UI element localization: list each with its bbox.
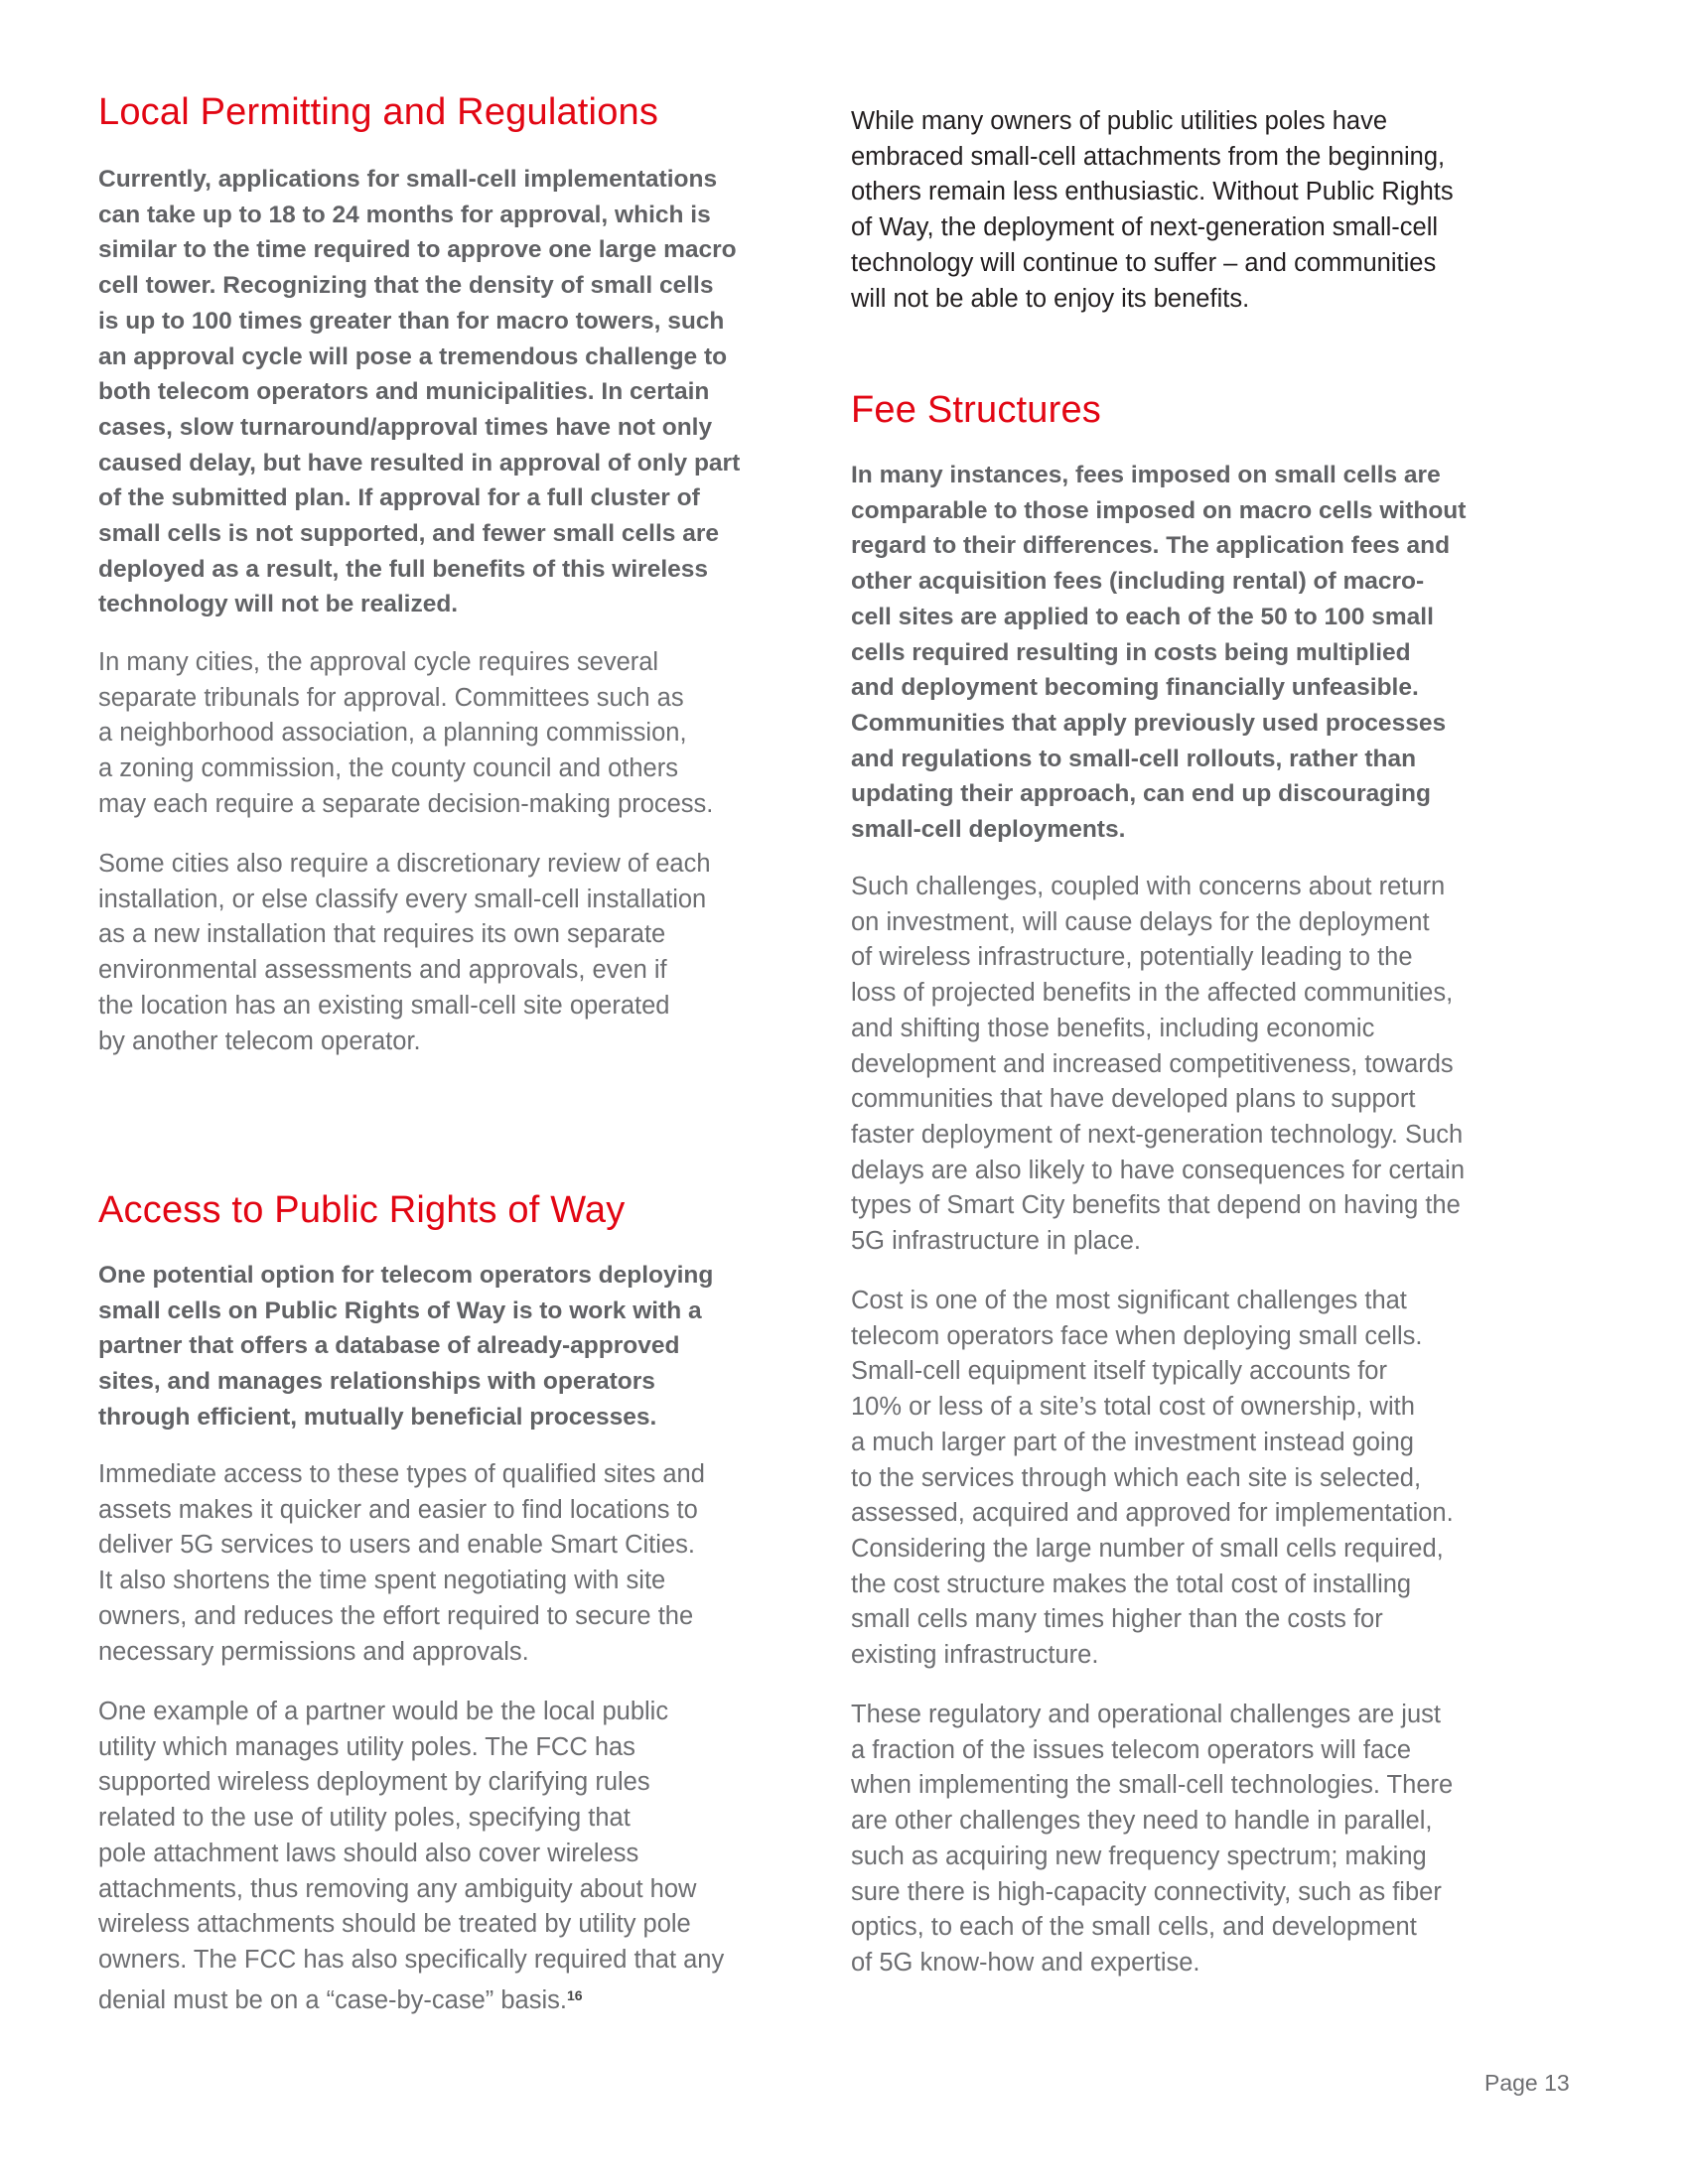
text-line: denial must be on a “case-by-case” basis.$^{16}$ (98, 1985, 583, 2014)
text-line: delays are also likely to have consequences for certain (851, 1156, 1466, 1184)
text-line: and deployment becoming financially unfeasible. (851, 674, 1419, 702)
text-line: similar to the time required to approve one large macro (98, 236, 737, 264)
text-line: existing infrastructure. (851, 1641, 1099, 1670)
heading-fee-structures: Fee Structures (851, 389, 1102, 431)
text-line: cases, slow turnaround/approval times have not only (98, 413, 713, 441)
paragraph (851, 1284, 1454, 1674)
text-line: small cells on Public Rights of Way is to work with a (98, 1297, 702, 1324)
text-line: It also shortens the time spent negotiating with site (98, 1567, 666, 1595)
text-line: when implementing the small-cell technologies. There (851, 1771, 1454, 1800)
text-line: of the submitted plan. If approval for a full cluster of (98, 484, 700, 512)
text-line: caused delay, but have resulted in approval of only part (98, 449, 741, 477)
text-line: through efficient, mutually beneficial processes. (98, 1403, 657, 1431)
text-line: the cost structure makes the total cost of installing (851, 1570, 1412, 1598)
paragraph (98, 847, 711, 1059)
text-line: In many instances, fees imposed on small cells are (851, 462, 1441, 488)
text-line: telecom operators face when deploying small cells. (851, 1321, 1423, 1350)
text-line: embraced small-cell attachments from the beginning, (851, 142, 1446, 171)
text-line: In many cities, the approval cycle requires several (98, 648, 659, 676)
text-line: both telecom operators and municipalities. In certain (98, 378, 710, 406)
text-line: by another telecom operator. (98, 1026, 421, 1055)
text-line: owners. The FCC has also specifically required that any (98, 1945, 725, 1974)
text-line: optics, to each of the small cells, and development (851, 1913, 1417, 1942)
text-line: Communities that apply previously used processes (851, 709, 1447, 737)
text-line: a much larger part of the investment instead going (851, 1428, 1414, 1456)
paragraph (851, 1698, 1453, 1981)
text-line: deliver 5G services to users and enable Smart Cities. (98, 1531, 695, 1560)
text-line: utility which manages utility poles. The FCC has (98, 1732, 635, 1761)
text-line: pole attachment laws should also cover wireless (98, 1839, 639, 1867)
text-line: other acquisition fees (including rental) of macro- (851, 568, 1425, 596)
text-line: the location has an existing small-cell site operated (98, 991, 670, 1020)
text-line: separate tribunals for approval. Committees such as (98, 683, 684, 712)
text-line: supported wireless deployment by clarifying rules (98, 1768, 650, 1797)
text-line: small cells many times higher than the costs for (851, 1605, 1383, 1634)
text-line: sites, and manages relationships with operators (98, 1368, 655, 1396)
text-line: partner that offers a database of already-approved (98, 1332, 680, 1360)
text-line: necessary permissions and approvals. (98, 1637, 529, 1666)
text-line: is up to 100 times greater than for macro towers, such (98, 307, 725, 335)
text-line: cell sites are applied to each of the 50 to 100 small (851, 603, 1434, 630)
text-line: and regulations to small-cell rollouts, rather than (851, 745, 1417, 772)
text-line: updating their approach, can end up discouraging (851, 780, 1431, 808)
text-line: will not be able to enjoy its benefits. (851, 284, 1250, 313)
text-line: as a new installation that requires its own separate (98, 920, 666, 949)
text-line: Small-cell equipment itself typically accounts for (851, 1357, 1387, 1386)
text-line: assets makes it quicker and easier to find locations to (98, 1495, 698, 1524)
text-line: owners, and reduces the effort required to secure the (98, 1601, 694, 1630)
text-line: a neighborhood association, a planning commission, (98, 719, 687, 748)
text-line: development and increased competitiveness, towards (851, 1049, 1454, 1078)
heading-public-rights-of-way: Access to Public Rights of Way (98, 1189, 626, 1231)
text-line: can take up to 18 to 24 months for approval, which is (98, 201, 711, 228)
paragraph (98, 1258, 713, 1435)
text-line: loss of projected benefits in the affected communities, (851, 979, 1454, 1008)
text-line: Immediate access to these types of qualified sites and (98, 1460, 705, 1488)
text-line: 10% or less of a site’s total cost of ownership, with (851, 1393, 1415, 1422)
text-line: faster deployment of next-generation technology. Such (851, 1120, 1464, 1149)
text-line: technology will continue to suffer – and communities (851, 248, 1437, 277)
paragraph (98, 162, 740, 622)
text-line: sure there is high-capacity connectivity, such as fiber (851, 1877, 1442, 1906)
text-line: Some cities also require a discretionary review of each (98, 850, 711, 878)
text-line: regard to their differences. The application fees and (851, 532, 1451, 560)
footnote-marker: 16 (566, 1986, 583, 2003)
paragraph (851, 104, 1454, 317)
text-line: Considering the large number of small cells required, (851, 1534, 1444, 1563)
text-line: related to the use of utility poles, specifying that (98, 1804, 631, 1833)
text-line: small cells is not supported, and fewer small cells are (98, 520, 719, 548)
text-line: may each require a separate decision-making process. (98, 789, 714, 818)
text-line: others remain less enthusiastic. Without Public Rights (851, 178, 1454, 206)
text-line: types of Smart City benefits that depend on having the (851, 1191, 1461, 1220)
text-line: While many owners of public utilities poles have (851, 107, 1388, 135)
text-line: Cost is one of the most significant challenges that (851, 1287, 1407, 1314)
text-line: 5G infrastructure in place. (851, 1227, 1141, 1256)
text-line: a fraction of the issues telecom operators will face (851, 1735, 1412, 1764)
text-line: communities that have developed plans to support (851, 1085, 1416, 1114)
page-number: Page 13 (1484, 2070, 1570, 2096)
text-line: an approval cycle will pose a tremendous challenge to (98, 342, 728, 370)
text-line: of 5G know-how and expertise. (851, 1948, 1200, 1977)
paragraph (851, 458, 1466, 848)
text-line: deployed as a result, the full benefits of this wireless (98, 555, 709, 583)
text-line: wireless attachments should be treated by utility pole (98, 1910, 691, 1939)
paragraph (98, 1695, 724, 2018)
text-line: environmental assessments and approvals, even if (98, 956, 667, 985)
text-line: These regulatory and operational challenges are just (851, 1701, 1441, 1728)
text-line: of wireless infrastructure, potentially leading to the (851, 943, 1413, 972)
paragraph (98, 1457, 705, 1670)
text-line: installation, or else classify every small-cell installation (98, 885, 707, 913)
text-line: cell tower. Recognizing that the density of small cells (98, 272, 714, 300)
text-line: comparable to those imposed on macro cells without (851, 496, 1467, 524)
text-line: are other challenges they need to handle in parallel, (851, 1807, 1433, 1836)
text-line: assessed, acquired and approved for implementation. (851, 1499, 1454, 1528)
text-line: cells required resulting in costs being multiplied (851, 638, 1411, 666)
paragraph (98, 645, 713, 823)
text-line: One potential option for telecom operators deploying (98, 1262, 714, 1289)
text-line: to the services through which each site is selected, (851, 1463, 1422, 1492)
text-line: Such challenges, coupled with concerns about return (851, 873, 1446, 900)
text-line: Currently, applications for small-cell implementations (98, 166, 718, 193)
text-line: One example of a partner would be the local public (98, 1698, 669, 1725)
heading-local-permitting: Local Permitting and Regulations (98, 91, 659, 133)
text-line: on investment, will cause delays for the deployment (851, 907, 1430, 936)
paragraph (851, 870, 1465, 1260)
text-line: small-cell deployments. (851, 816, 1126, 844)
text-line: a zoning commission, the county council and others (98, 754, 678, 783)
text-line: attachments, thus removing any ambiguity about how (98, 1874, 697, 1903)
text-line: of Way, the deployment of next-generation small-cell (851, 213, 1439, 242)
text-line: and shifting those benefits, including economic (851, 1014, 1375, 1042)
text-line: such as acquiring new frequency spectrum; making (851, 1842, 1427, 1870)
text-line: technology will not be realized. (98, 591, 459, 618)
